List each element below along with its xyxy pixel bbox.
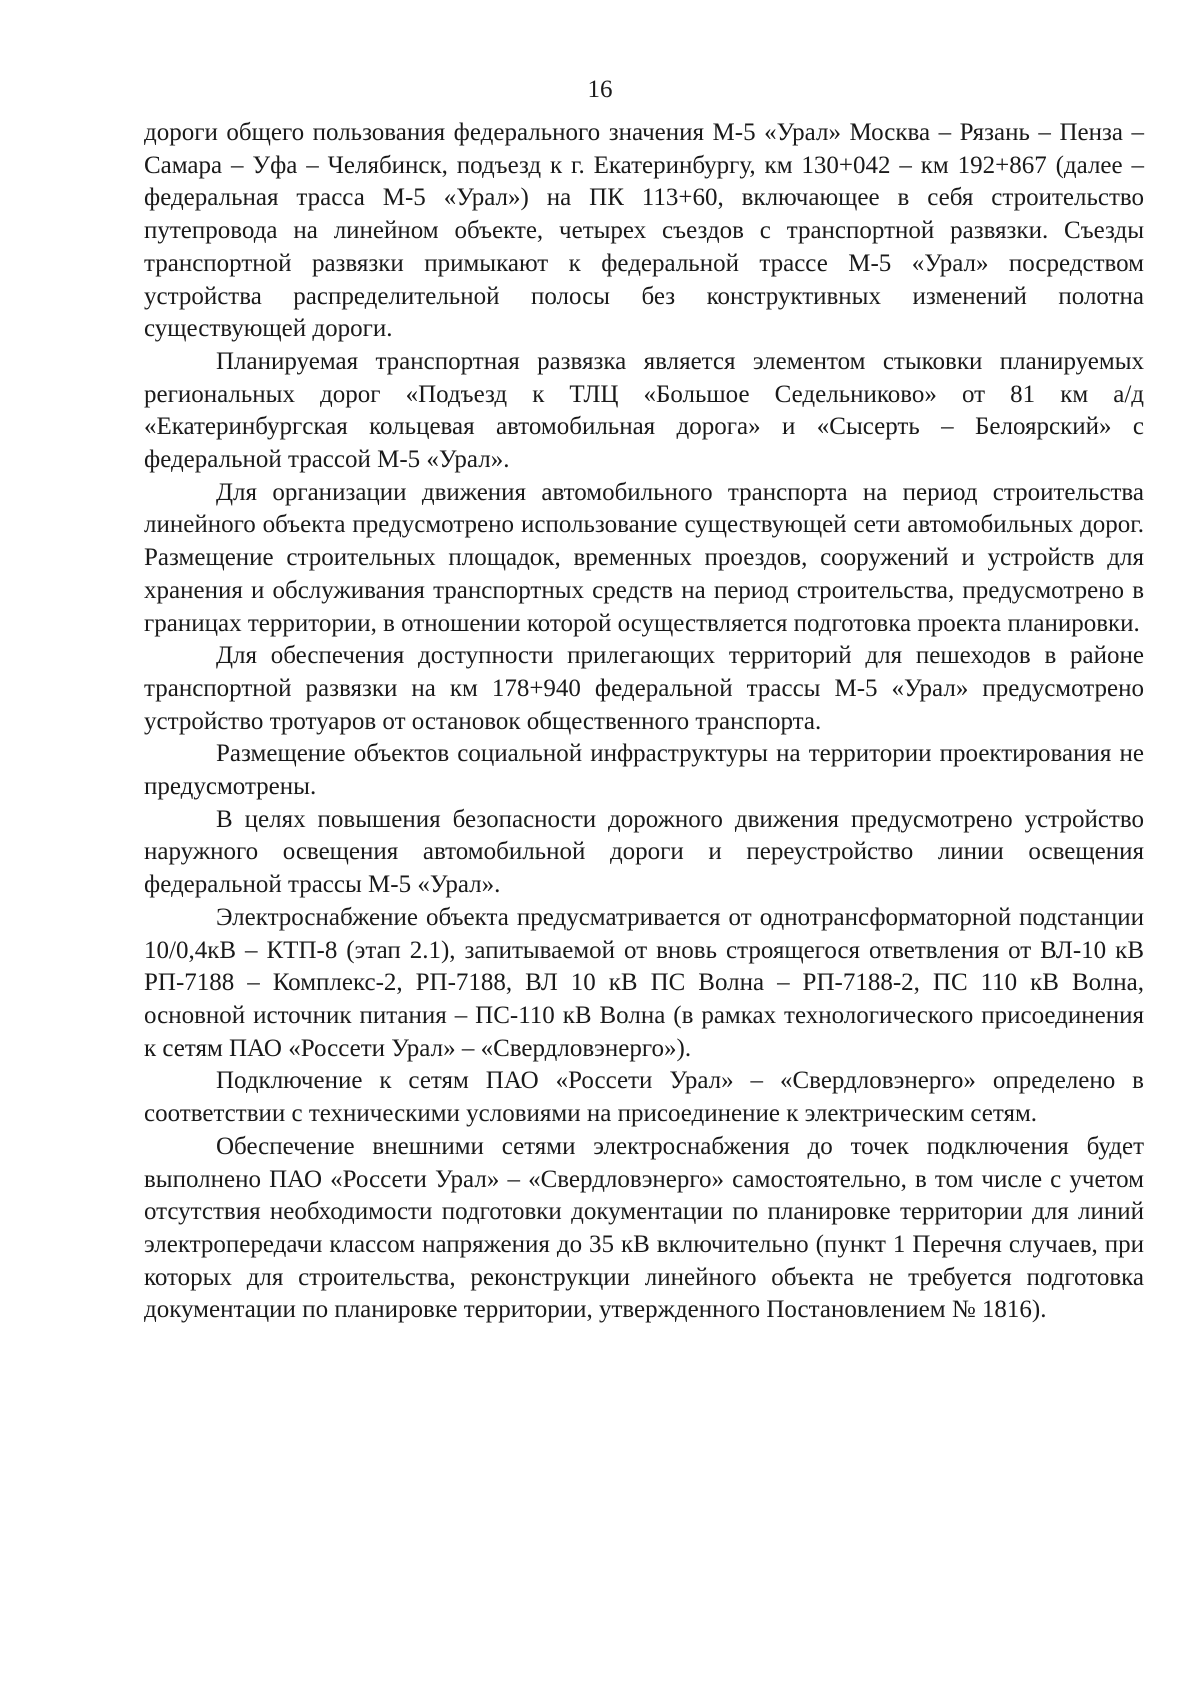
paragraph-road-safety-lighting: В целях повышения безопасности дорожного движения предусмотрено устройство наружного освещения автомобильной дороги и переустройство линии освещения федеральной трассы М-5 «Урал». [144,805,1144,899]
paragraph-interchange-purpose: Планируемая транспортная развязка является элементом стыковки планируемых региональных дорог «Подъезд к ТЛЦ «Большое Седельниково» от 81 км а/д «Екатеринбургская кольцевая автомобильная дорога» и «Сысерть – Белоярский» с федеральной трассой М-5 «Урал». [144,347,1144,474]
document-body [144,117,1144,1327]
paragraph-power-supply: Электроснабжение объекта предусматривается от однотрансформаторной подстанции 10/0,4кВ – КТП-8 (этап 2.1), запитываемой от вновь строящегося ответвления от ВЛ-10 кВ РП-7188 – Комплекс-2, РП-7188, ВЛ 10 кВ ПС Волна – РП-7188-2, ПС 110 кВ Волна, основной источник питания – ПС-110 кВ Волна (в рамках технологического присоединения к сетям ПАО «Россети Урал» – «Свердловэнерго»). [144,903,1144,1062]
paragraph-pedestrian-access: Для обеспечения доступности прилегающих территорий для пешеходов в районе транспортной развязки на км 178+940 федеральной трассы М-5 «Урал» предусмотрено устройство тротуаров от остановок общественного транспорта. [144,642,1144,735]
paragraph-grid-connection: Подключение к сетям ПАО «Россети Урал» – «Свердловэнерго» определено в соответствии с техническими условиями на присоединение к электрическим сетям. [144,1067,1144,1128]
paragraph-social-infrastructure: Размещение объектов социальной инфраструктуры на территории проектирования не предусмотрены. [144,740,1144,801]
paragraph-continuation: дороги общего пользования федерального значения М-5 «Урал» Москва – Рязань – Пенза – Самара – Уфа – Челябинск, подъезд к г. Екатеринбургу, км 130+042 – км 192+867 (далее – федеральная трасса М-5 «Урал») на ПК 113+60, включающее в себя строительство путепровода на линейном объекте, четырех съездов с транспортной развязки. Съезды транспортной развязки примыкают к федеральной трассе М-5 «Урал» посредством устройства распределительной полосы без конструктивных изменений полотна существующей дороги. [144,119,1144,343]
paragraph-construction-traffic: Для организации движения автомобильного транспорта на период строительства линейного объекта предусмотрено использование существующей сети автомобильных дорог. Размещение строительных площадок, временных проездов, сооружений и устройств для хранения и обслуживания транспортных средств на период строительства, предусмотрено в границах территории, в отношении которой осуществляется подготовка проекта планировки. [144,478,1144,637]
paragraph-external-networks: Обеспечение внешними сетями электроснабжения до точек подключения будет выполнено ПАО «Россети Урал» – «Свердловэнерго» самостоятельно, в том числе с учетом отсутствия необходимости подготовки документации по планировке территории для линий электропередачи классом напряжения до 35 кВ включительно (пункт 1 Перечня случаев, при которых для строительства, реконструкции линейного объекта не требуется подготовка документации по планировке территории, утвержденного Постановлением № 1816). [144,1132,1144,1324]
page-number: 16 [587,76,613,103]
